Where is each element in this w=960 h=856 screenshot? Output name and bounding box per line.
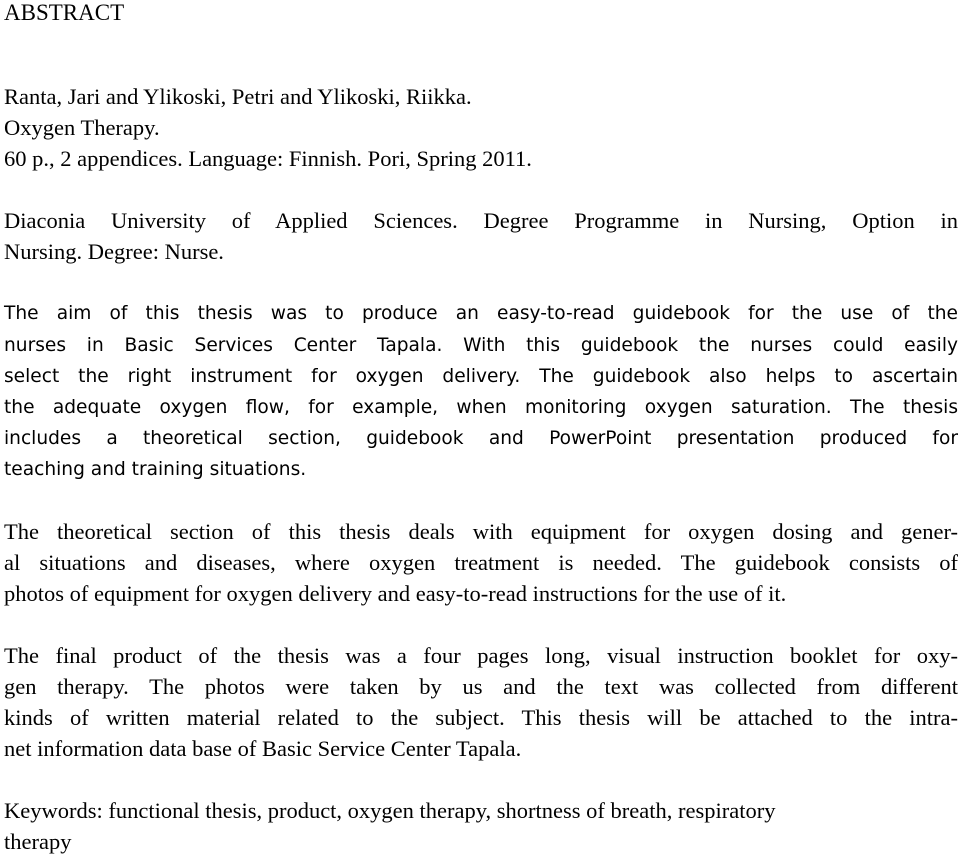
paragraph-3-line-4: net information data base of Basic Service Center Tapala. [4, 736, 522, 761]
institution-line-1: Diaconia University of Applied Sciences. Degree Programme in Nursing, Option in [4, 208, 958, 233]
citation-authors: Ranta, Jari and Ylikoski, Petri and Ylikoski, Riikka. [4, 84, 472, 109]
paragraph-3-line-2: gen therapy. The photos were taken by us and the text was collected from different [4, 674, 958, 699]
paragraph-2-line-2: al situations and diseases, where oxygen treatment is needed. The guidebook consists of [4, 550, 958, 575]
paragraph-1-line-5: includes a theoretical section, guidebook and PowerPoint presentation produced for [4, 428, 958, 449]
paragraph-1-line-1: The aim of this thesis was to produce an easy-to-read guidebook for the use of the [4, 303, 958, 324]
keywords-line-1: Keywords: functional thesis, product, oxygen therapy, shortness of breath, respiratory [4, 798, 776, 823]
paragraph-3-line-1: The final product of the thesis was a four pages long, visual instruction booklet for oxy- [4, 643, 958, 668]
keywords-line-2: therapy [4, 829, 72, 854]
institution-line-2: Nursing. Degree: Nurse. [4, 239, 224, 264]
abstract-heading: ABSTRACT [4, 0, 125, 25]
paragraph-1-line-3: select the right instrument for oxygen delivery. The guidebook also helps to ascertain [4, 366, 958, 387]
paragraph-2-line-1: The theoretical section of this thesis deals with equipment for oxygen dosing and gener- [4, 519, 958, 544]
paragraph-1-line-4: the adequate oxygen flow, for example, when monitoring oxygen saturation. The thesis [4, 397, 958, 418]
citation-title: Oxygen Therapy. [4, 115, 160, 140]
citation-details: 60 p., 2 appendices. Language: Finnish. Pori, Spring 2011. [4, 146, 532, 171]
paragraph-3-line-3: kinds of written material related to the subject. This thesis will be attached to the intra- [4, 705, 958, 730]
paragraph-1-line-2: nurses in Basic Services Center Tapala. With this guidebook the nurses could easily [4, 335, 958, 356]
paragraph-2-line-3: photos of equipment for oxygen delivery and easy-to-read instructions for the use of it. [4, 581, 787, 606]
paragraph-1-line-6: teaching and training situations. [4, 459, 307, 480]
